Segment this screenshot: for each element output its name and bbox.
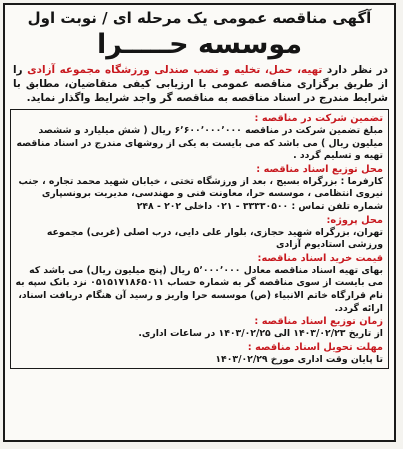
section-text: از تاریخ ۱۴۰۳/۰۲/۲۳ الی ۱۴۰۳/۰۲/۲۵ در ساعات اداری. [138,328,383,340]
section-heading: محل توزیع اسناد مناقصه : [256,163,383,175]
section-heading: تضمین شرکت در مناقصه : [254,113,383,124]
section-submission-deadline [15,342,383,367]
section-text: بهای تهیه اسناد مناقصه معادل ۵٬۰۰۰٬۰۰۰ ریال (پنج میلیون ریال) می باشد که می بایست از سوی مناقصه گر به شماره حساب ۰۵۱۵۱۷۱۸۶۵۰۱۱ نزد بانک سپه به نام قرارگاه خاتم الانبیاء (ص) موسسه حرا واریز و رسید آن هنگام دریافت اسناد، ارائه گردد. [15,264,383,314]
section-heading: محل پروژه: [326,214,383,226]
section-distribution-time [15,316,383,341]
section-guarantee [15,113,383,163]
section-heading: زمان توزیع اسناد مناقصه : [254,316,383,328]
tender-notice [3,3,396,442]
details-box [10,109,389,369]
section-text: تا پایان وقت اداری مورخ ۱۴۰۳/۰۲/۲۹ [215,353,383,365]
section-text: تهران، بزرگراه شهید حجازی، بلوار علی دایی، درب اصلی (غربی) مجموعه ورزشی استادیوم آزادی [46,226,383,251]
tender-subject: تهیه، حمل، تخلیه و نصب صندلی ورزشگاه مجموعه آزادی [27,64,323,76]
intro-paragraph [5,63,394,109]
intro-prefix: در نظر دارد [326,64,388,76]
organization-name: موسسه حـــــرا [96,29,303,60]
section-document-price [15,253,383,315]
section-text: مبلغ تضمین شرکت در مناقصه ۶٬۶۰۰٬۰۰۰٬۰۰۰ ریال ( شش میلیارد و ششصد میلیون ریال ) می باشد که می بایست به یکی از روشهای مندرج در اسناد مناقصه تهیه و تسلیم گردد . [16,125,383,162]
section-heading: قیمت خرید اسناد مناقصه: [257,252,383,264]
section-text: کارفرما : بزرگراه بسیج ، بعد از ورزشگاه تختی ، خیابان شهید محمد تجاره ، جنب نیروی انتظامی ، موسسه حرا، معاونت فنی و مهندسی، مدیریت برونسپاری شماره تلفن تماس : ۳۳۳۳۰۵۰۰ - ۰۲۱ داخلی ۲۰۲ - ۲۴۸ [18,175,383,212]
intro-rest: را از طریق برگزاری مناقصه عمومی با ارزیابی کیفی متقاضیان، مطابق با شرایط مندرج در اسناد مناقصه به مناقصه گر واجد شرایط واگذار نماید. [13,64,388,104]
notice-title: آگهی مناقصه عمومی یک مرحله ای / نوبت اول [27,9,372,27]
section-distribution-place [15,164,383,214]
section-project-location [15,215,383,252]
section-heading: مهلت تحویل اسناد مناقصه : [247,341,383,353]
